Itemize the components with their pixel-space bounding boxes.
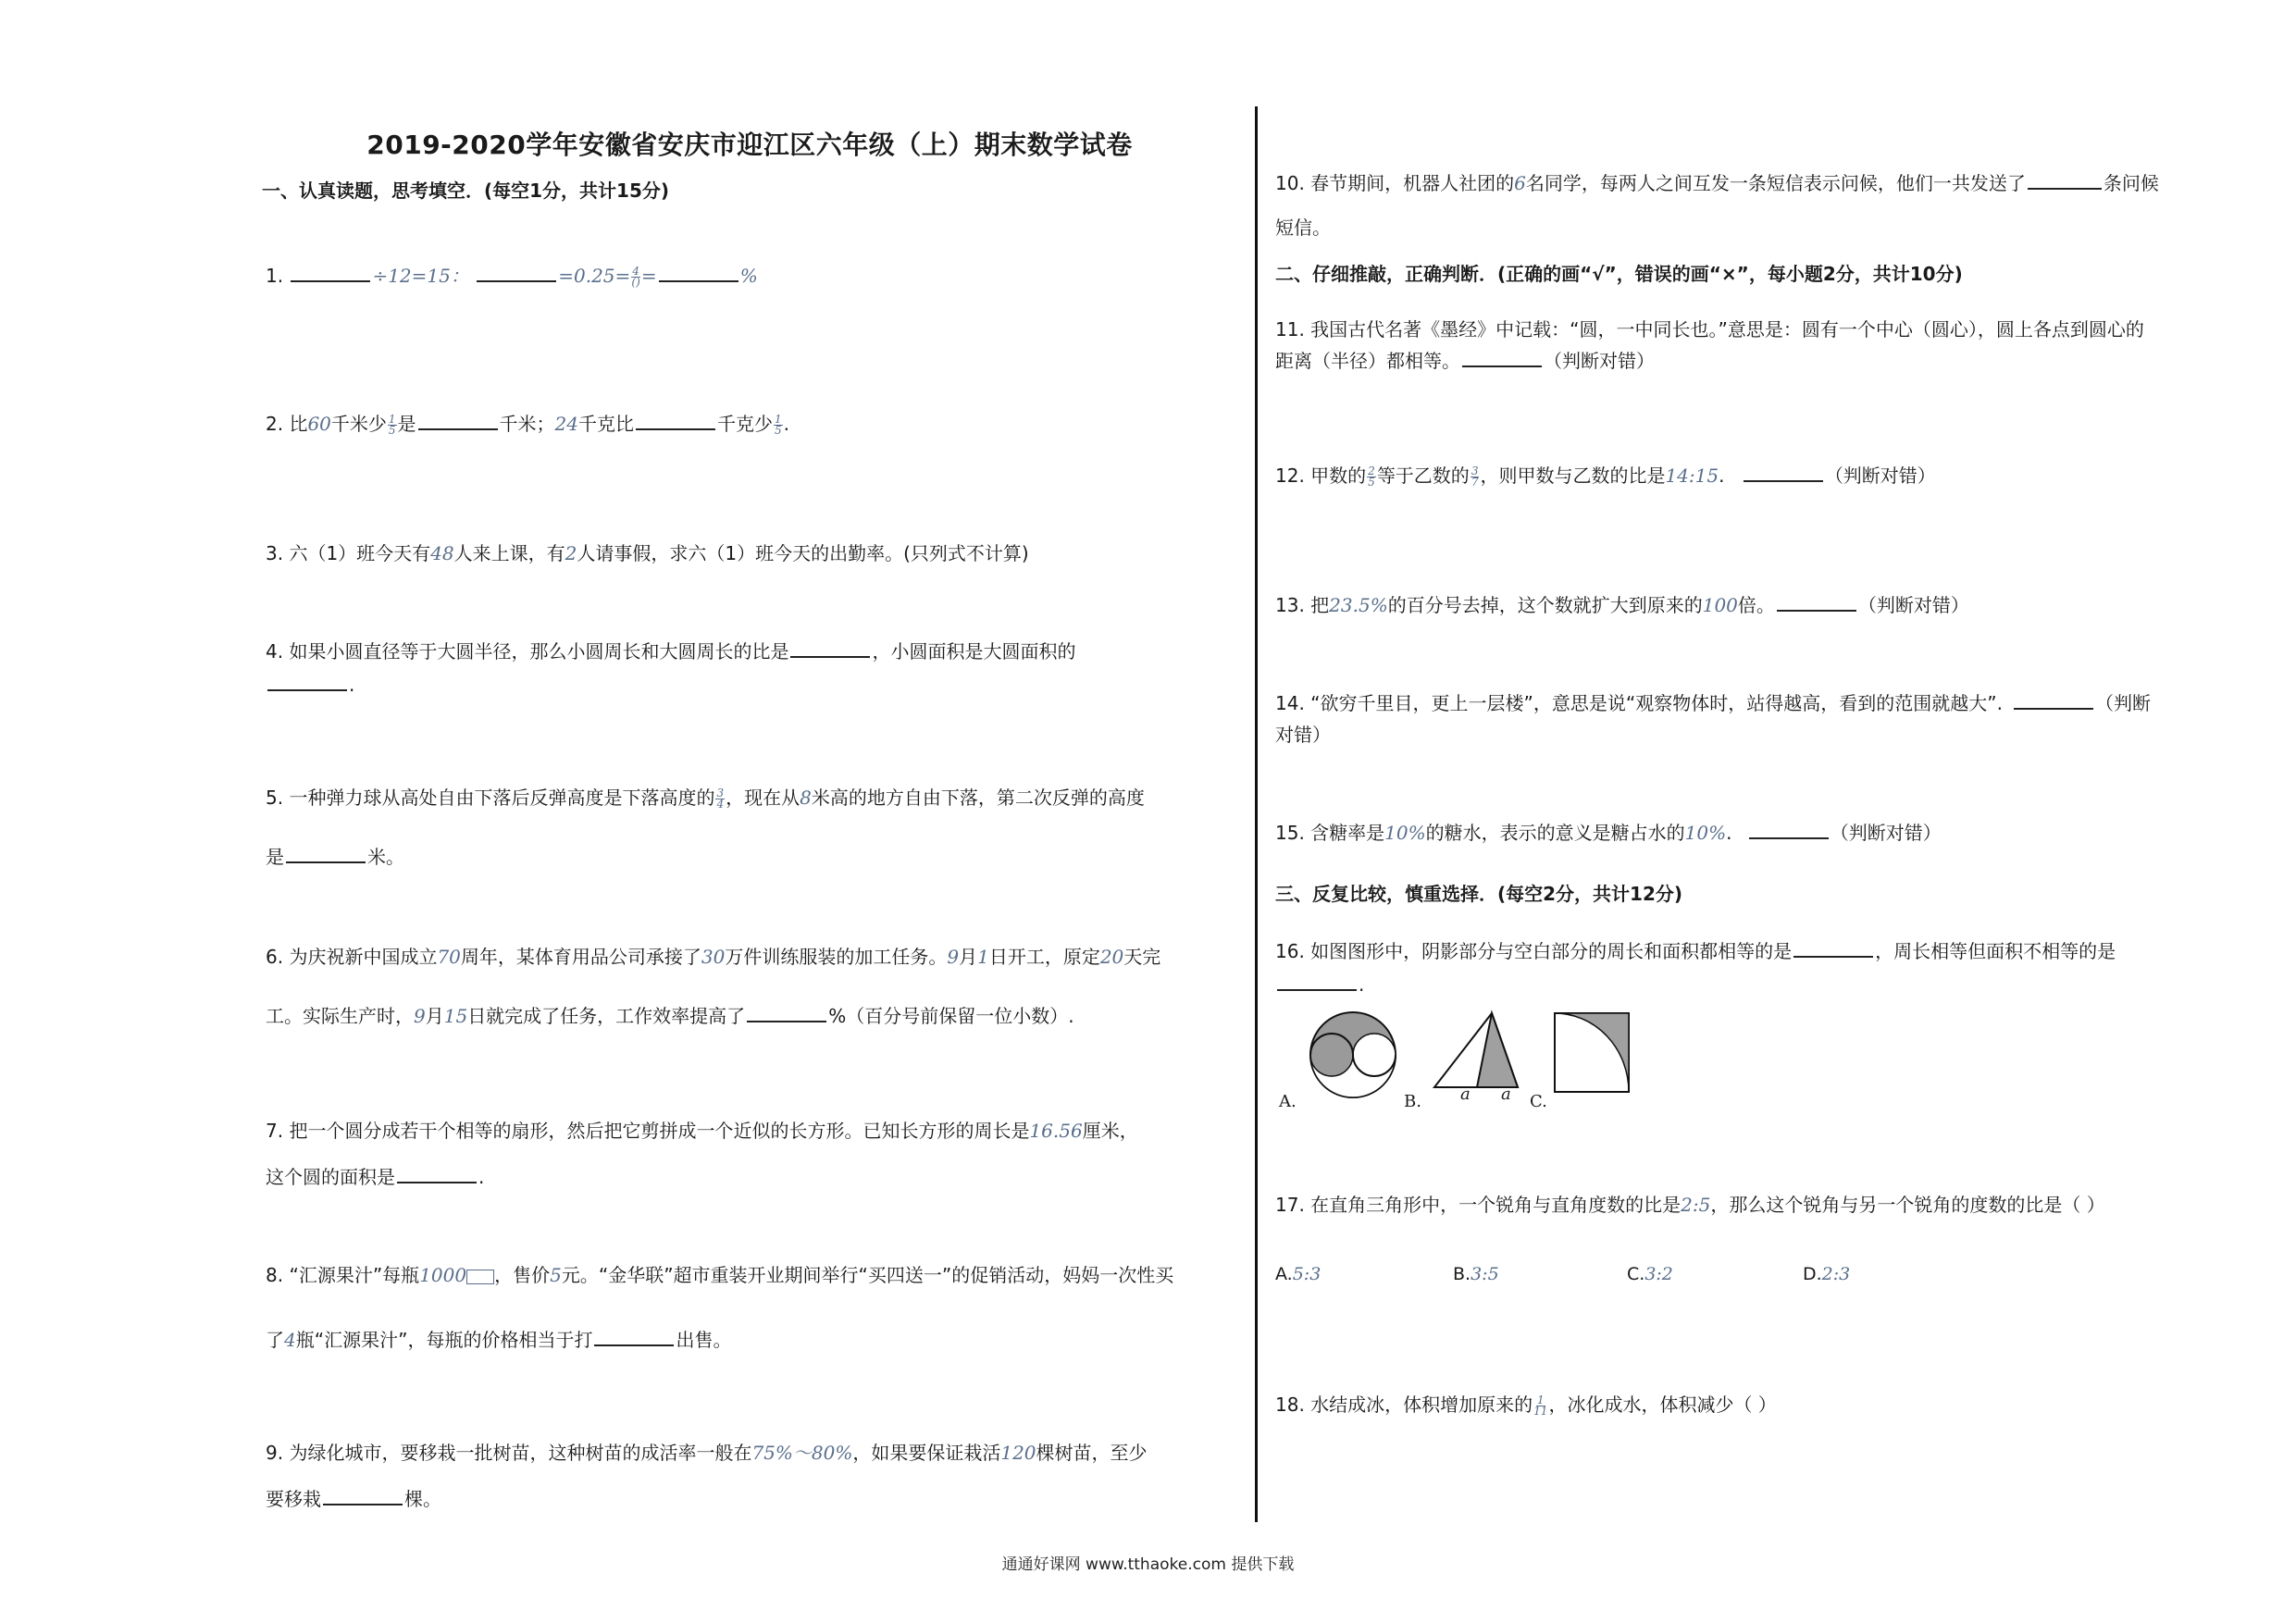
footer-credit: 通通好课网 www.tthaoke.com 提供下载 <box>1001 1555 1295 1574</box>
question-11: 11. 我国古代名著《墨经》中记载：“圆，一中同长也。”意思是：圆有一个中心（圆心），圆上各点到圆心的 <box>1275 318 2144 341</box>
question-14-line-2: 对错） <box>1275 724 1331 746</box>
answer-blank[interactable] <box>747 1004 826 1022</box>
column-divider <box>1255 106 1258 1522</box>
math-text: = <box>640 265 657 287</box>
figure-c-square <box>1555 1013 1629 1092</box>
answer-blank[interactable] <box>291 264 370 282</box>
answer-blank[interactable] <box>1793 939 1873 958</box>
figure-label-b: B. <box>1404 1092 1421 1111</box>
answer-blank[interactable] <box>636 412 715 430</box>
section-2-heading: 二、仔细推敲，正确判断．(正确的画“√”，错误的画“×”，每小题2分，共计10分) <box>1275 263 1963 285</box>
question-10-line-2: 短信。 <box>1275 217 1331 239</box>
answer-blank[interactable] <box>1744 464 1823 482</box>
question-12: 12. 甲数的 $\frac{2}{5}$ 等于乙数的 $\frac{3}{7}$ ，则甲数与乙数的比是14:15. （判断对错） <box>1275 465 1936 489</box>
answer-blank[interactable] <box>2014 691 2093 710</box>
answer-blank[interactable] <box>286 845 366 863</box>
question-5-line-2: 是 米。 <box>266 846 404 868</box>
question-9: 9. 为绿化城市，要移栽一批树苗，这种树苗的成活率一般在75%～80%，如果要保证栽活120棵树苗，至少 <box>266 1442 1148 1464</box>
question-13: 13. 把23.5%的百分号去掉，这个数就扩大到原来的100倍。 （判断对错） <box>1275 594 1969 616</box>
fraction: $\frac{3}{7}$ <box>1471 465 1479 489</box>
question-3: 3. 六（1）班今天有48人来上课，有2人请事假，求六（1）班今天的出勤率。(只列式不计算) <box>266 542 1029 564</box>
answer-blank[interactable] <box>659 264 738 282</box>
option-b[interactable]: B.3:5 <box>1453 1264 1499 1284</box>
unit-box-icon <box>466 1270 494 1284</box>
answer-blank[interactable] <box>418 412 498 430</box>
question-number: 1. <box>266 265 284 287</box>
question-11-line-2: 距离（半径）都相等。 （判断对错） <box>1275 350 1655 372</box>
question-18: 18. 水结成冰，体积增加原来的 $\frac{1}{11}$ ，冰化成水，体积减少（ ） <box>1275 1394 1777 1418</box>
question-6-line-2: 工。实际生产时，9月15日就完成了任务，工作效率提高了 %（百分号前保留一位小数）. <box>266 1005 1074 1027</box>
question-16: 16. 如图图形中，阴影部分与空白部分的周长和面积都相等的是 ，周长相等但面积不相等的是 <box>1275 940 2116 962</box>
question-10: 10. 春节期间，机器人社团的6名同学，每两人之间互发一条短信表示问候，他们一共发送了 条问候 <box>1275 172 2159 194</box>
figure-label-a: A. <box>1279 1092 1297 1111</box>
question-6: 6. 为庆祝新中国成立70周年，某体育用品公司承接了30万件训练服装的加工任务。9月1日开工，原定20天完 <box>266 946 1161 968</box>
figure-b-triangle <box>1434 1013 1518 1087</box>
answer-blank[interactable] <box>1277 973 1357 991</box>
answer-blank[interactable] <box>1777 593 1856 612</box>
figure-a-yin-yang <box>1310 1012 1396 1097</box>
answer-blank[interactable] <box>477 264 556 282</box>
segment-label: a <box>1460 1084 1471 1104</box>
fraction: $\frac{1}{5}$ <box>388 413 396 437</box>
answer-blank[interactable] <box>2028 171 2102 190</box>
option-c[interactable]: C.3:2 <box>1627 1264 1673 1284</box>
math-text: ÷12=15： <box>372 265 469 287</box>
question-4: 4. 如果小圆直径等于大圆半径，那么小圆周长和大圆周长的比是 ，小圆面积是大圆面积的 <box>266 640 1076 663</box>
answer-blank[interactable] <box>790 639 870 658</box>
option-a[interactable]: A.5:3 <box>1275 1264 1322 1284</box>
question-1 <box>266 261 758 291</box>
fraction: $\frac{3}{4}$ <box>716 787 725 811</box>
fraction: $\frac{4}{()}$ <box>631 265 640 289</box>
answer-blank[interactable] <box>1749 821 1829 839</box>
question-8-line-2: 了4瓶“汇源果汁”，每瓶的价格相当于打 出售。 <box>266 1329 732 1351</box>
question-17: 17. 在直角三角形中，一个锐角与直角度数的比是2:5，那么这个锐角与另一个锐角的度数的比是（ ） <box>1275 1194 2105 1216</box>
question-7-line-2: 这个圆的面积是 . <box>266 1166 485 1188</box>
answer-blank[interactable] <box>267 673 347 691</box>
answer-blank[interactable] <box>594 1328 674 1346</box>
math-text: % <box>739 265 758 287</box>
question-8: 8. “汇源果汁”每瓶1000 ，售价5元。“金华联”超市重装开业期间举行“买四送一”的促销活动，妈妈一次性买 <box>266 1264 1174 1286</box>
section-3-heading: 三、反复比较，慎重选择．(每空2分，共计12分) <box>1275 883 1683 905</box>
page-title: 2019-2020学年安徽省安庆市迎江区六年级（上）期末数学试卷 <box>366 130 1133 160</box>
math-text: =0.25= <box>558 265 631 287</box>
option-d[interactable]: D.2:3 <box>1803 1264 1851 1284</box>
answer-blank[interactable] <box>397 1165 477 1183</box>
question-7: 7. 把一个圆分成若干个相等的扇形，然后把它剪拼成一个近似的长方形。已知长方形的周长是16.56厘米， <box>266 1120 1138 1142</box>
section-1-heading: 一、认真读题，思考填空．(每空1分，共计15分) <box>262 180 670 202</box>
fraction: $\frac{1}{5}$ <box>775 413 782 437</box>
question-14: 14. “欲穷千里目，更上一层楼”，意思是说“观察物体时，站得越高，看到的范围就越大”. （判断 <box>1275 692 2151 714</box>
fraction: $\frac{2}{5}$ <box>1368 465 1375 489</box>
question-16-line-2: . <box>1275 970 1364 999</box>
segment-label: a <box>1501 1084 1511 1104</box>
answer-blank[interactable] <box>1462 349 1542 367</box>
question-4-line-2: . <box>266 670 354 700</box>
question-2: 2. 比60千米少 $\frac{1}{5}$ 是 千米；24千克比 千克少 $\frac{1}{5}$ . <box>266 413 789 437</box>
question-5: 5. 一种弹力球从高处自由下落后反弹高度是下落高度的 $\frac{3}{4}$ ，现在从8米高的地方自由下落，第二次反弹的高度 <box>266 787 1145 811</box>
answer-blank[interactable] <box>323 1487 403 1505</box>
fraction: $\frac{1}{11}$ <box>1533 1394 1548 1418</box>
figure-label-c: C. <box>1530 1092 1547 1111</box>
question-9-line-2: 要移栽 棵。 <box>266 1488 441 1510</box>
question-15: 15. 含糖率是10%的糖水，表示的意义是糖占水的10%. （判断对错） <box>1275 822 1942 844</box>
